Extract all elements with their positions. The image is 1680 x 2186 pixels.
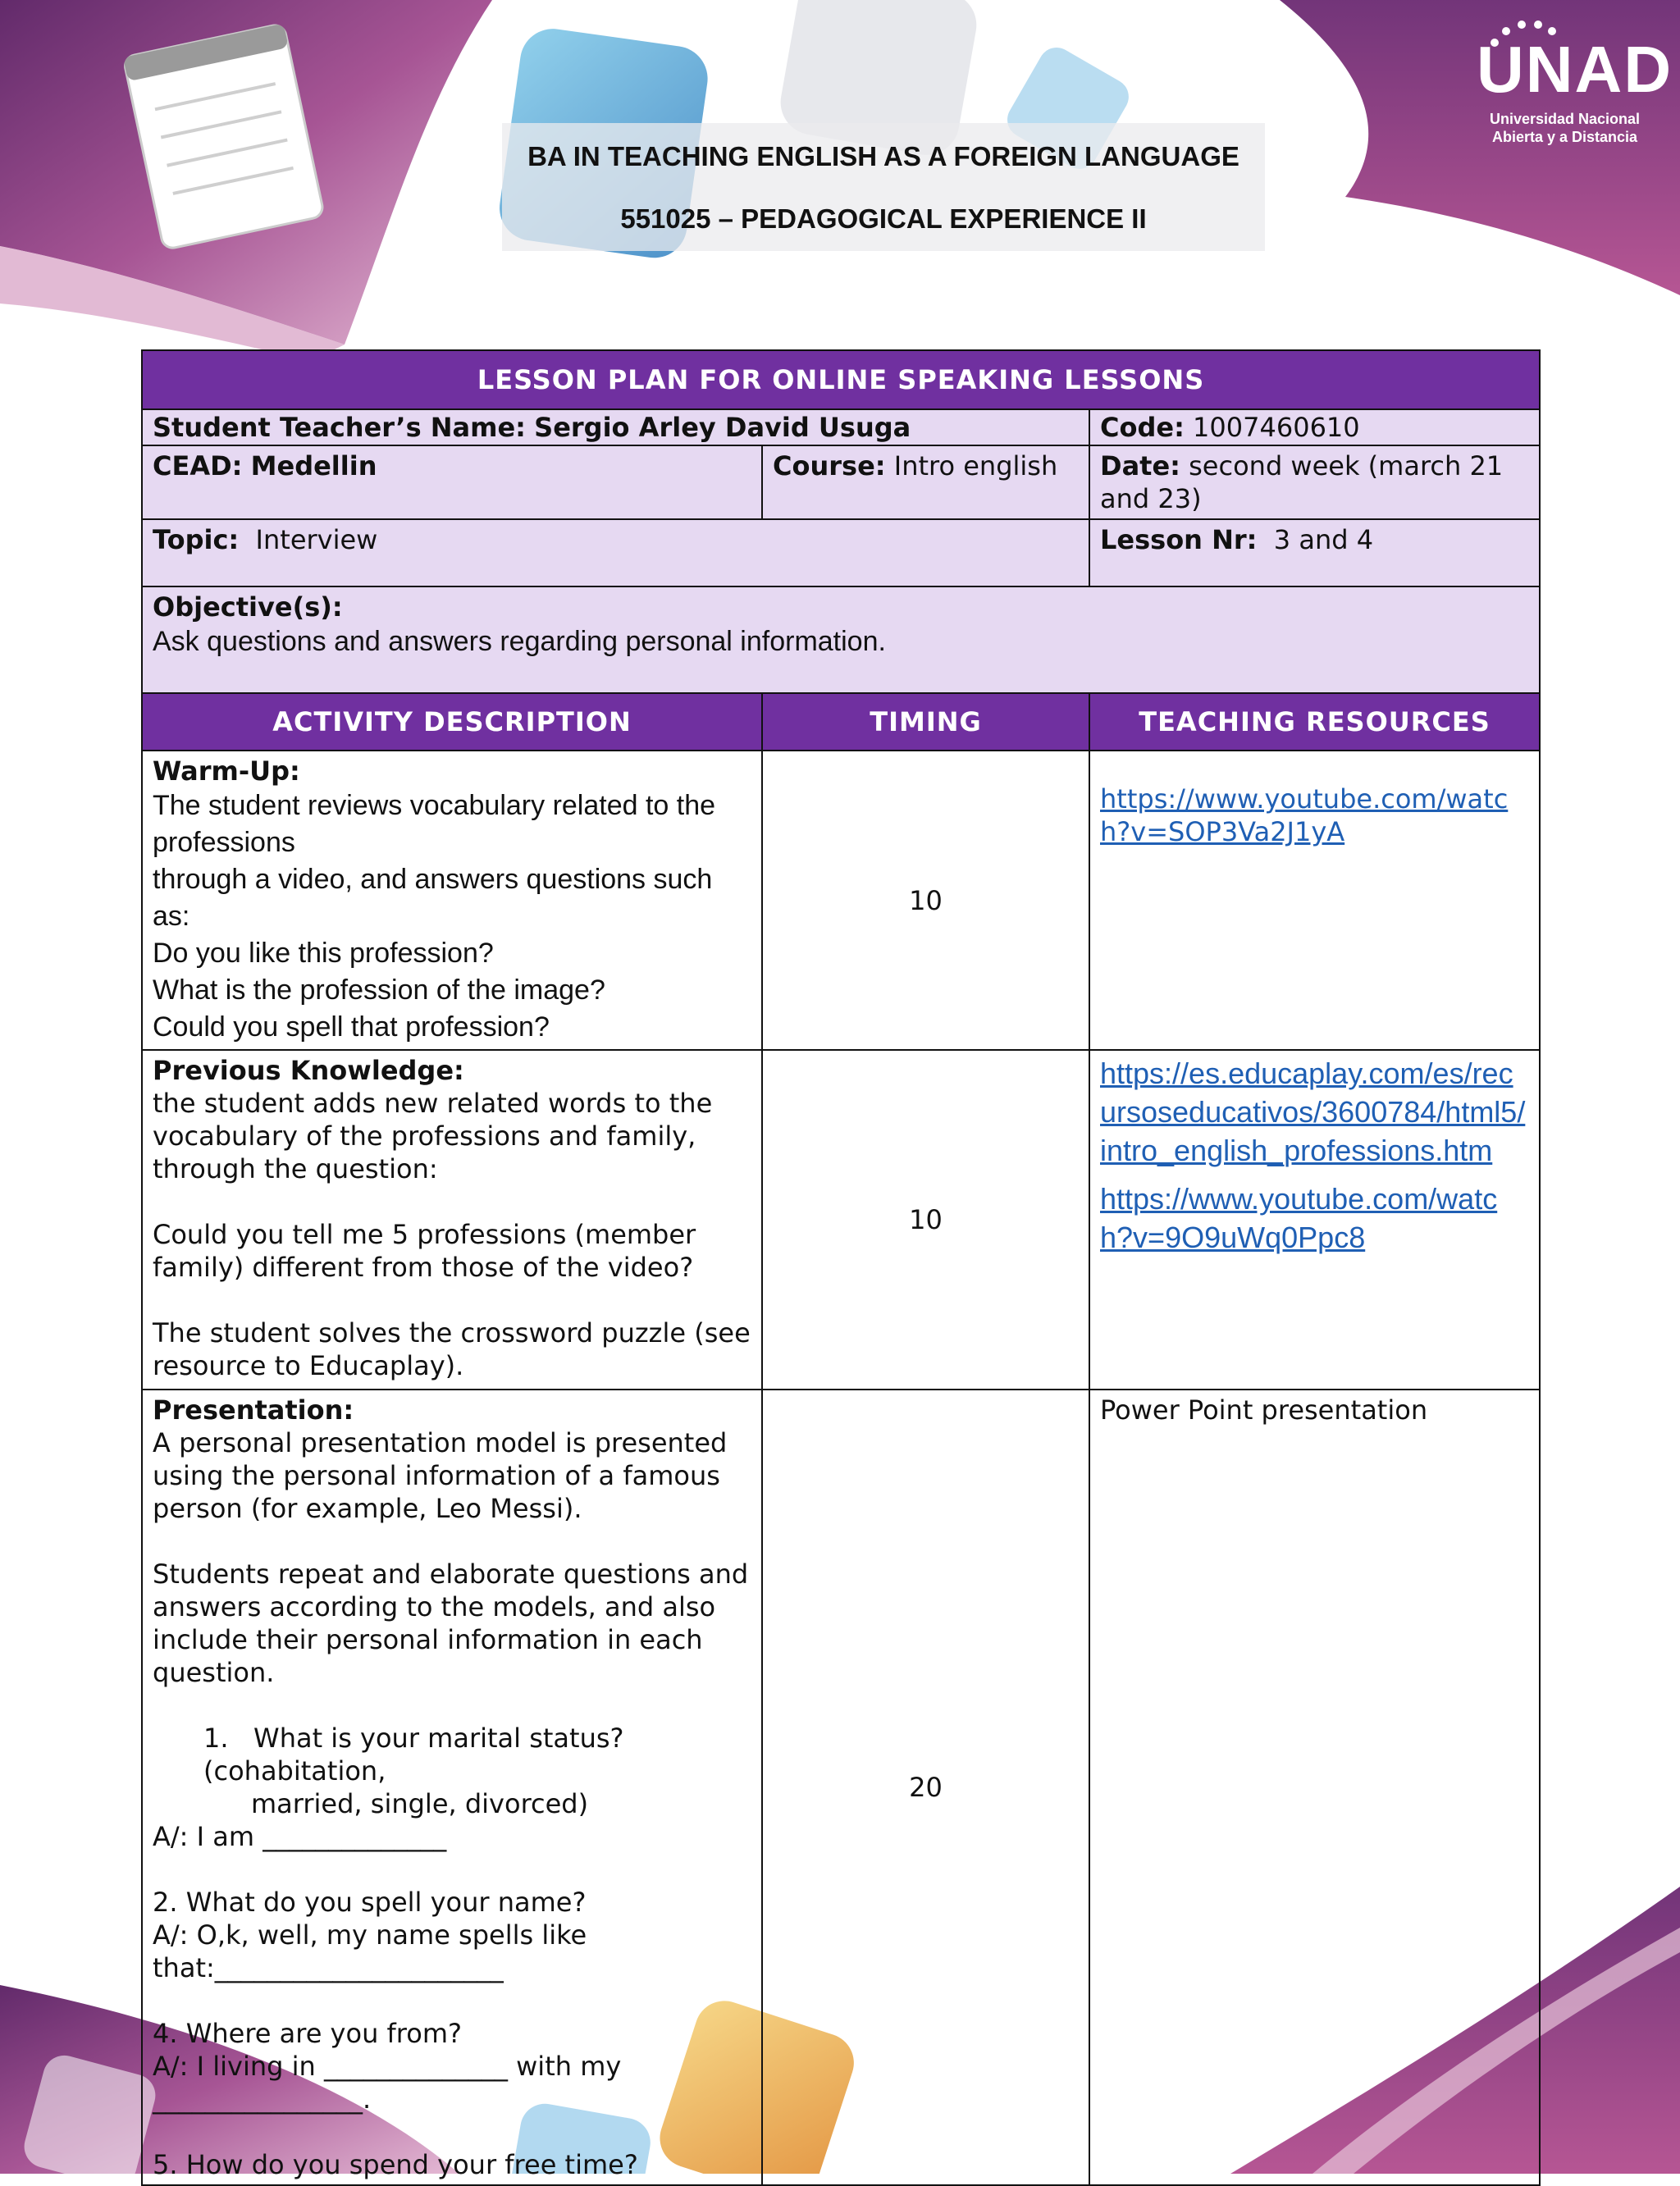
question-1: 1. What is your marital status? (cohabitation, (203, 1723, 624, 1787)
activity-column-header: ACTIVITY DESCRIPTION (142, 693, 762, 751)
resources-column-header: TEACHING RESOURCES (1089, 693, 1540, 751)
question-2: 2. What do you spell your name? (153, 1887, 587, 1918)
youtube-link-previous[interactable]: https://www.youtube.com/watch?v=9O9uWq0Ppc8 (1100, 1182, 1498, 1254)
course-code-title: 551025 – PEDAGOGICAL EXPERIENCE II (620, 203, 1147, 234)
logo-wordmark: UNAD (1477, 33, 1673, 106)
previous-knowledge-cell: Previous Knowledge: the student adds new related words to the vocabulary of the professions and family, through the question: Could you tell me 5 professions (member family) different from those of the video? The student solves the crossword puzzle (see resource to Educaplay). (142, 1050, 762, 1390)
topic-cell: Topic: Interview (142, 519, 1089, 586)
question-4: 4. Where are you from? (153, 2018, 462, 2049)
warmup-line: The student reviews vocabulary related to the professions (153, 790, 716, 858)
educaplay-link[interactable]: https://es.educaplay.com/es/recursoseducativos/3600784/html5/intro_english_professions.htm (1100, 1056, 1526, 1167)
course-cell: Course: Intro english (762, 445, 1089, 519)
cead-cell: CEAD: Medellin (142, 445, 762, 519)
presentation-resources: Power Point presentation (1089, 1390, 1540, 2185)
lesson-number-cell: Lesson Nr: 3 and 4 (1089, 519, 1540, 586)
warmup-line: through a video, and answers questions such as: (153, 864, 713, 932)
warmup-resources (1089, 751, 1540, 1050)
question-5: 5. How do you spend your free time? (153, 2149, 638, 2180)
warmup-cell: Warm-Up: The student reviews vocabulary related to the professions through a video, and answers questions such as: Do you like this profession? What is the profession of the image? Could you spell that profession? (142, 751, 762, 1050)
warmup-line: What is the profession of the image? (153, 974, 605, 1006)
unad-logo (1477, 18, 1673, 157)
presentation-cell: Presentation: A personal presentation model is presented using the personal information of a famous person (for example, Leo Messi). Students repeat and elaborate questions and answers according to the models, and also include their personal information in each question. 1. What is your marital status? (cohabitation, married, single, divorced) A/: I am ______________ 2. What do you spell your name? A/: O,k, well, my name spells like that:______________________ 4. Where are you from? A/: I living in ______________ with my ________________. 5. How do you spend your free time? (142, 1390, 762, 2185)
previous-knowledge-timing: 10 (762, 1050, 1089, 1390)
warmup-line: Could you spell that profession? (153, 1011, 550, 1043)
code-cell: Code: 1007460610 (1089, 409, 1540, 445)
timing-column-header: TIMING (762, 693, 1089, 751)
student-name-cell: Student Teacher’s Name: Sergio Arley David Usuga (142, 409, 1089, 445)
previous-knowledge-resources (1089, 1050, 1540, 1390)
warmup-timing: 10 (762, 751, 1089, 1050)
table-title: LESSON PLAN FOR ONLINE SPEAKING LESSONS (142, 350, 1540, 409)
program-title: BA IN TEACHING ENGLISH AS A FOREIGN LANGUAGE (527, 141, 1239, 171)
youtube-link-warmup[interactable]: https://www.youtube.com/watch?v=SOP3Va2J1yA (1100, 783, 1509, 847)
document-header (502, 123, 1265, 251)
logo-subtitle: Universidad Nacional Abierta y a Distancia (1489, 111, 1641, 145)
lesson-plan-table (141, 349, 1541, 2186)
presentation-timing: 20 (762, 1390, 1089, 2185)
objective-cell: Objective(s): Ask questions and answers regarding personal information. (142, 586, 1540, 693)
date-cell: Date: second week (march 21 and 23) (1089, 445, 1540, 519)
warmup-line: Do you like this profession? (153, 938, 494, 969)
